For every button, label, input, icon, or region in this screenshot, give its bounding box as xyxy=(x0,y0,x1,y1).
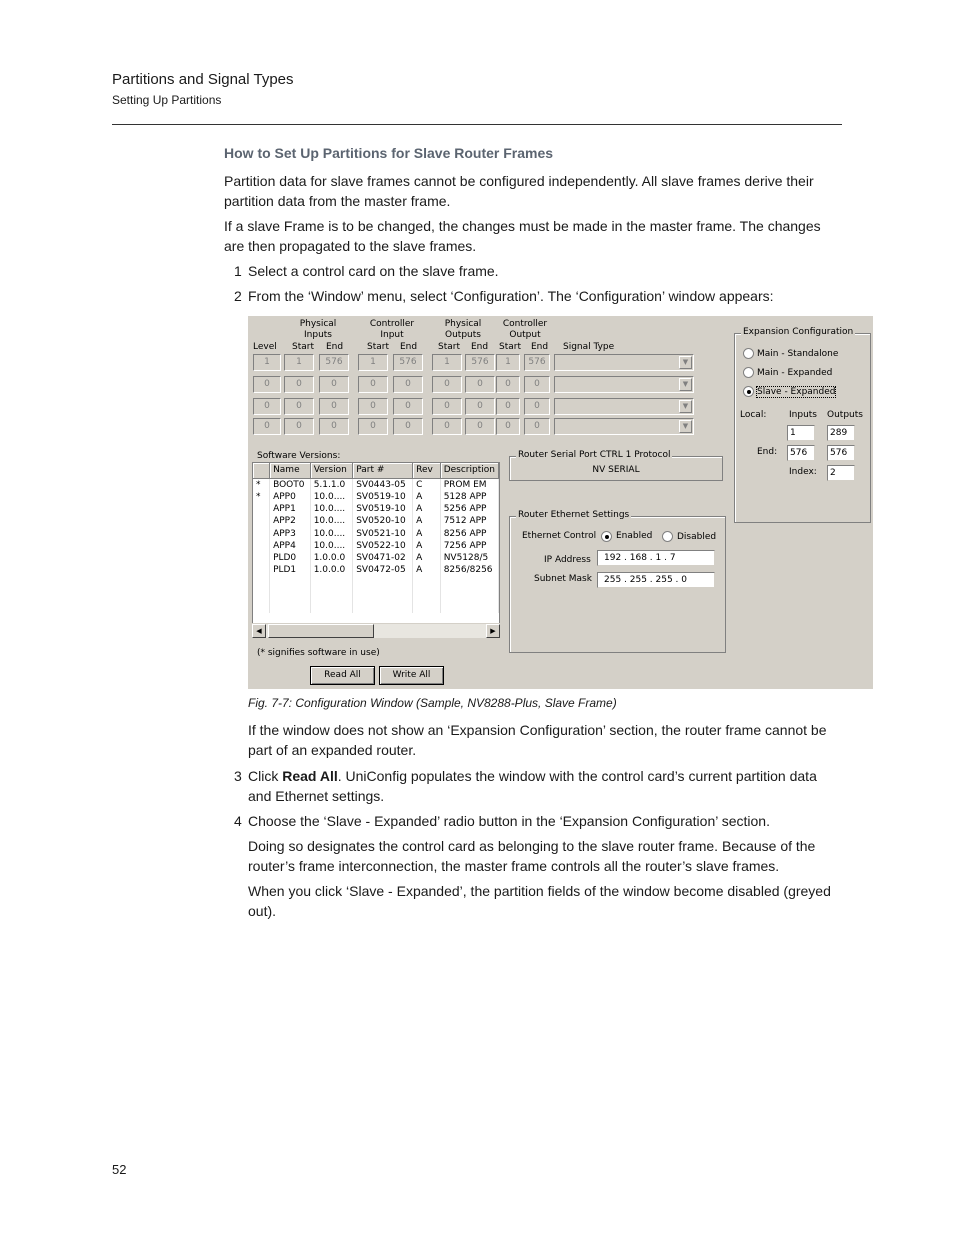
partition-field: 0 xyxy=(432,376,462,393)
empty-row xyxy=(253,577,499,589)
partition-field: 1 xyxy=(284,354,314,371)
header-end: End xyxy=(531,342,549,352)
partition-field: 0 xyxy=(253,418,281,435)
index-label: Index: xyxy=(789,467,817,477)
table-row[interactable] xyxy=(253,478,499,491)
partition-field: 0 xyxy=(358,376,388,393)
empty-cell xyxy=(440,601,498,613)
end-label: End: xyxy=(757,447,778,457)
partition-field: 0 xyxy=(319,418,349,435)
row-version: 10.0.... xyxy=(310,503,353,515)
empty-cell xyxy=(310,577,353,589)
scroll-thumb[interactable] xyxy=(268,624,374,638)
signal-type-select xyxy=(554,398,694,415)
partition-field: 0 xyxy=(496,398,520,415)
row-part: SV0521-10 xyxy=(353,527,413,539)
end-inputs-field[interactable]: 576 xyxy=(787,445,815,461)
page-header xyxy=(112,70,294,108)
header-physical-inputs: Physical Inputs xyxy=(299,319,337,340)
header-start: Start xyxy=(499,342,521,352)
read-all-button[interactable]: Read All xyxy=(310,666,375,685)
header-signal-type: Signal Type xyxy=(563,342,615,352)
header-divider xyxy=(112,124,842,125)
row-rev: A xyxy=(413,552,441,564)
partition-field: 0 xyxy=(524,418,550,435)
partition-field: 0 xyxy=(524,398,550,415)
signal-type-select xyxy=(554,354,694,371)
chapter-title: Partitions and Signal Types xyxy=(112,71,294,88)
row-flag xyxy=(253,515,270,527)
header-physical-outputs: Physical Outputs xyxy=(444,319,482,340)
end-outputs-field[interactable]: 576 xyxy=(827,445,855,461)
serial-protocol-value: NV SERIAL xyxy=(592,465,640,475)
row-flag: * xyxy=(253,478,270,491)
row-description: 5128 APP xyxy=(440,491,498,503)
row-name: APP1 xyxy=(270,503,311,515)
empty-cell xyxy=(353,577,413,589)
partition-field: 0 xyxy=(358,418,388,435)
partition-field: 0 xyxy=(465,418,495,435)
partition-field: 0 xyxy=(393,418,423,435)
row-rev: C xyxy=(413,478,441,491)
step-number: 3 xyxy=(234,768,242,784)
partition-field: 576 xyxy=(524,354,550,371)
section-heading: How to Set Up Partitions for Slave Router Frames xyxy=(224,145,554,161)
partition-field: 576 xyxy=(319,354,349,371)
index-field[interactable]: 2 xyxy=(827,465,855,481)
software-versions-list[interactable] xyxy=(252,462,500,638)
empty-row xyxy=(253,601,499,613)
partition-field: 0 xyxy=(432,398,462,415)
table-row[interactable] xyxy=(253,491,499,503)
slave-expanded-label: Slave - Expanded xyxy=(757,387,836,397)
ethernet-enabled-label: Enabled xyxy=(616,531,653,541)
empty-cell xyxy=(440,577,498,589)
ethernet-group-label: Router Ethernet Settings xyxy=(518,510,630,520)
ip-address-label: IP Address xyxy=(544,555,591,565)
row-part: SV0519-10 xyxy=(353,491,413,503)
row-description: PROM EM xyxy=(440,478,498,491)
slave-expanded-radio[interactable] xyxy=(743,386,754,397)
row-rev: A xyxy=(413,503,441,515)
row-rev: A xyxy=(413,564,441,576)
list-header-row xyxy=(253,463,499,478)
expansion-group-label: Expansion Configuration xyxy=(743,327,854,337)
partition-field: 0 xyxy=(432,418,462,435)
column-header-rev[interactable]: Rev xyxy=(413,463,441,478)
partition-field: 0 xyxy=(253,376,281,393)
write-all-button[interactable]: Write All xyxy=(379,666,444,685)
row-description: 8256/8256 xyxy=(440,564,498,576)
partition-field: 1 xyxy=(253,354,281,371)
table-row[interactable] xyxy=(253,503,499,515)
partition-field: 0 xyxy=(393,398,423,415)
header-end: End xyxy=(326,342,344,352)
chevron-down-icon: ▼ xyxy=(679,420,692,433)
paragraph-after-figure: If the window does not show an ‘Expansion Configuration’ section, the router frame cannot be part of an expanded router. xyxy=(248,722,827,758)
scroll-right-icon[interactable]: ▶ xyxy=(486,624,500,638)
row-name: APP0 xyxy=(270,491,311,503)
local-label: Local: xyxy=(740,410,767,420)
read-all-reference: Read All xyxy=(282,768,338,784)
row-rev: A xyxy=(413,491,441,503)
in-use-note: (* signifies software in use) xyxy=(257,648,380,658)
header-start: Start xyxy=(292,342,314,352)
step-text: Choose the ‘Slave - Expanded’ radio button in the ‘Expansion Configuration’ section. xyxy=(248,813,770,829)
row-version: 5.1.1.0 xyxy=(310,478,353,491)
main-standalone-label: Main - Standalone xyxy=(757,349,839,359)
configuration-window xyxy=(248,316,873,689)
row-part: SV0471-02 xyxy=(353,552,413,564)
step-text: From the ‘Window’ menu, select ‘Configuration’. The ‘Configuration’ window appears: xyxy=(248,288,774,304)
partition-field: 0 xyxy=(465,398,495,415)
row-part: SV0522-10 xyxy=(353,540,413,552)
empty-cell xyxy=(440,589,498,601)
paragraph-step4-b: When you click ‘Slave - Expanded’, the partition fields of the window become disabled (greyed out). xyxy=(248,883,831,919)
row-flag xyxy=(253,552,270,564)
paragraph-step4-a: Doing so designates the control card as belonging to the slave router frame. Because of the router’s frame interconnection, the master frame controls all the router’s slave frames. xyxy=(248,838,816,874)
empty-cell xyxy=(413,589,441,601)
column-header-name[interactable]: Name xyxy=(270,463,311,478)
chevron-down-icon: ▼ xyxy=(679,400,692,413)
row-flag: * xyxy=(253,491,270,503)
figure-caption: Fig. 7-7: Configuration Window (Sample, NV8288-Plus, Slave Frame) xyxy=(248,696,617,710)
row-version: 1.0.0.0 xyxy=(310,552,353,564)
serial-port-group xyxy=(509,450,723,481)
row-name: APP4 xyxy=(270,540,311,552)
row-flag xyxy=(253,564,270,576)
row-name: PLD0 xyxy=(270,552,311,564)
row-part: SV0520-10 xyxy=(353,515,413,527)
header-end: End xyxy=(471,342,489,352)
ethernet-disabled-radio[interactable] xyxy=(662,531,673,542)
main-standalone-radio[interactable] xyxy=(743,348,754,359)
step-text-pre: Click xyxy=(248,768,283,784)
table-row[interactable] xyxy=(253,540,499,552)
paragraph-1: Partition data for slave frames cannot be configured independently. All slave frames derive their partition data from the master frame. xyxy=(224,173,814,209)
row-version: 10.0.... xyxy=(310,527,353,539)
paragraph-2: If a slave Frame is to be changed, the changes must be made in the master frame. The changes are then propagated to the slave frames. xyxy=(224,218,821,254)
row-description: 7512 APP xyxy=(440,515,498,527)
row-description: 7256 APP xyxy=(440,540,498,552)
partition-field: 0 xyxy=(358,398,388,415)
main-expanded-radio[interactable] xyxy=(743,367,754,378)
partition-field: 0 xyxy=(284,376,314,393)
step-number: 2 xyxy=(234,288,242,304)
partition-field: 1 xyxy=(496,354,520,371)
column-header-flag[interactable] xyxy=(253,463,270,478)
header-level: Level xyxy=(253,342,277,352)
inputs-label: Inputs xyxy=(789,410,817,420)
row-flag xyxy=(253,540,270,552)
row-description: NV5128/5 xyxy=(440,552,498,564)
empty-cell xyxy=(253,589,270,601)
row-rev: A xyxy=(413,527,441,539)
chevron-down-icon: ▼ xyxy=(679,378,692,391)
header-start: Start xyxy=(367,342,389,352)
header-controller-output: Controller Output xyxy=(502,319,548,340)
partition-field: 0 xyxy=(465,376,495,393)
empty-cell xyxy=(413,601,441,613)
header-controller-input: Controller Input xyxy=(369,319,415,340)
empty-cell xyxy=(310,601,353,613)
outputs-label: Outputs xyxy=(827,410,863,420)
empty-cell xyxy=(270,577,311,589)
partition-field: 0 xyxy=(496,376,520,393)
partition-field: 0 xyxy=(253,398,281,415)
partition-field: 1 xyxy=(432,354,462,371)
column-header-description[interactable]: Description xyxy=(440,463,498,478)
ip-address-field[interactable]: 192 . 168 . 1 . 7 xyxy=(597,550,715,566)
row-name: APP3 xyxy=(270,527,311,539)
step-text-post: . UniConfig populates the window with the control card’s current partition data and Ethernet settings. xyxy=(248,768,817,804)
column-header-version[interactable]: Version xyxy=(310,463,353,478)
empty-cell xyxy=(253,601,270,613)
chevron-down-icon: ▼ xyxy=(679,356,692,369)
scroll-left-icon[interactable]: ◀ xyxy=(252,624,266,638)
row-version: 10.0.... xyxy=(310,491,353,503)
partition-field: 0 xyxy=(496,418,520,435)
partition-field: 0 xyxy=(524,376,550,393)
local-outputs-field[interactable]: 289 xyxy=(827,425,855,441)
row-flag xyxy=(253,527,270,539)
page-number: 52 xyxy=(112,1162,127,1177)
partition-field: 0 xyxy=(393,376,423,393)
partition-field: 0 xyxy=(319,376,349,393)
empty-row xyxy=(253,589,499,601)
empty-cell xyxy=(353,601,413,613)
partition-field: 0 xyxy=(319,398,349,415)
header-end: End xyxy=(400,342,418,352)
row-rev: A xyxy=(413,540,441,552)
empty-cell xyxy=(270,601,311,613)
step-text xyxy=(248,766,844,806)
row-part: SV0519-10 xyxy=(353,503,413,515)
row-part: SV0443-05 xyxy=(353,478,413,491)
subnet-mask-label: Subnet Mask xyxy=(534,574,592,584)
table-row[interactable] xyxy=(253,515,499,527)
partition-field: 576 xyxy=(465,354,495,371)
partition-field: 0 xyxy=(284,398,314,415)
step-number: 4 xyxy=(234,813,242,829)
row-version: 10.0.... xyxy=(310,515,353,527)
serial-port-group-label: Router Serial Port CTRL 1 Protocol xyxy=(518,450,671,460)
partition-field: 0 xyxy=(284,418,314,435)
signal-type-select xyxy=(554,418,694,435)
table-row[interactable] xyxy=(253,527,499,539)
row-version: 10.0.... xyxy=(310,540,353,552)
software-versions-label: Software Versions: xyxy=(257,451,341,461)
empty-cell xyxy=(253,577,270,589)
section-subtitle: Setting Up Partitions xyxy=(112,93,222,107)
row-part: SV0472-05 xyxy=(353,564,413,576)
row-name: BOOT0 xyxy=(270,478,311,491)
empty-cell xyxy=(310,589,353,601)
row-flag xyxy=(253,503,270,515)
step-number: 1 xyxy=(234,263,242,279)
ethernet-settings-group xyxy=(509,510,726,653)
signal-type-select xyxy=(554,376,694,393)
subnet-mask-field[interactable]: 255 . 255 . 255 . 0 xyxy=(597,572,715,588)
table-row[interactable] xyxy=(253,564,499,576)
row-rev: A xyxy=(413,515,441,527)
ethernet-disabled-label: Disabled xyxy=(677,532,717,542)
partition-field: 576 xyxy=(393,354,423,371)
local-inputs-field[interactable]: 1 xyxy=(787,425,815,441)
header-start: Start xyxy=(438,342,460,352)
main-expanded-label: Main - Expanded xyxy=(757,368,833,378)
empty-cell xyxy=(353,589,413,601)
row-description: 8256 APP xyxy=(440,527,498,539)
column-header-part[interactable]: Part # xyxy=(353,463,413,478)
table-row[interactable] xyxy=(253,552,499,564)
row-name: APP2 xyxy=(270,515,311,527)
empty-cell xyxy=(413,577,441,589)
row-version: 1.0.0.0 xyxy=(310,564,353,576)
ethernet-enabled-radio[interactable] xyxy=(601,531,612,542)
row-description: 5256 APP xyxy=(440,503,498,515)
ethernet-control-label: Ethernet Control xyxy=(522,531,597,541)
step-text: Select a control card on the slave frame. xyxy=(248,263,499,279)
empty-cell xyxy=(270,589,311,601)
row-name: PLD1 xyxy=(270,564,311,576)
expansion-configuration-group xyxy=(734,327,871,523)
partition-field: 1 xyxy=(358,354,388,371)
horizontal-scrollbar[interactable] xyxy=(252,623,500,638)
